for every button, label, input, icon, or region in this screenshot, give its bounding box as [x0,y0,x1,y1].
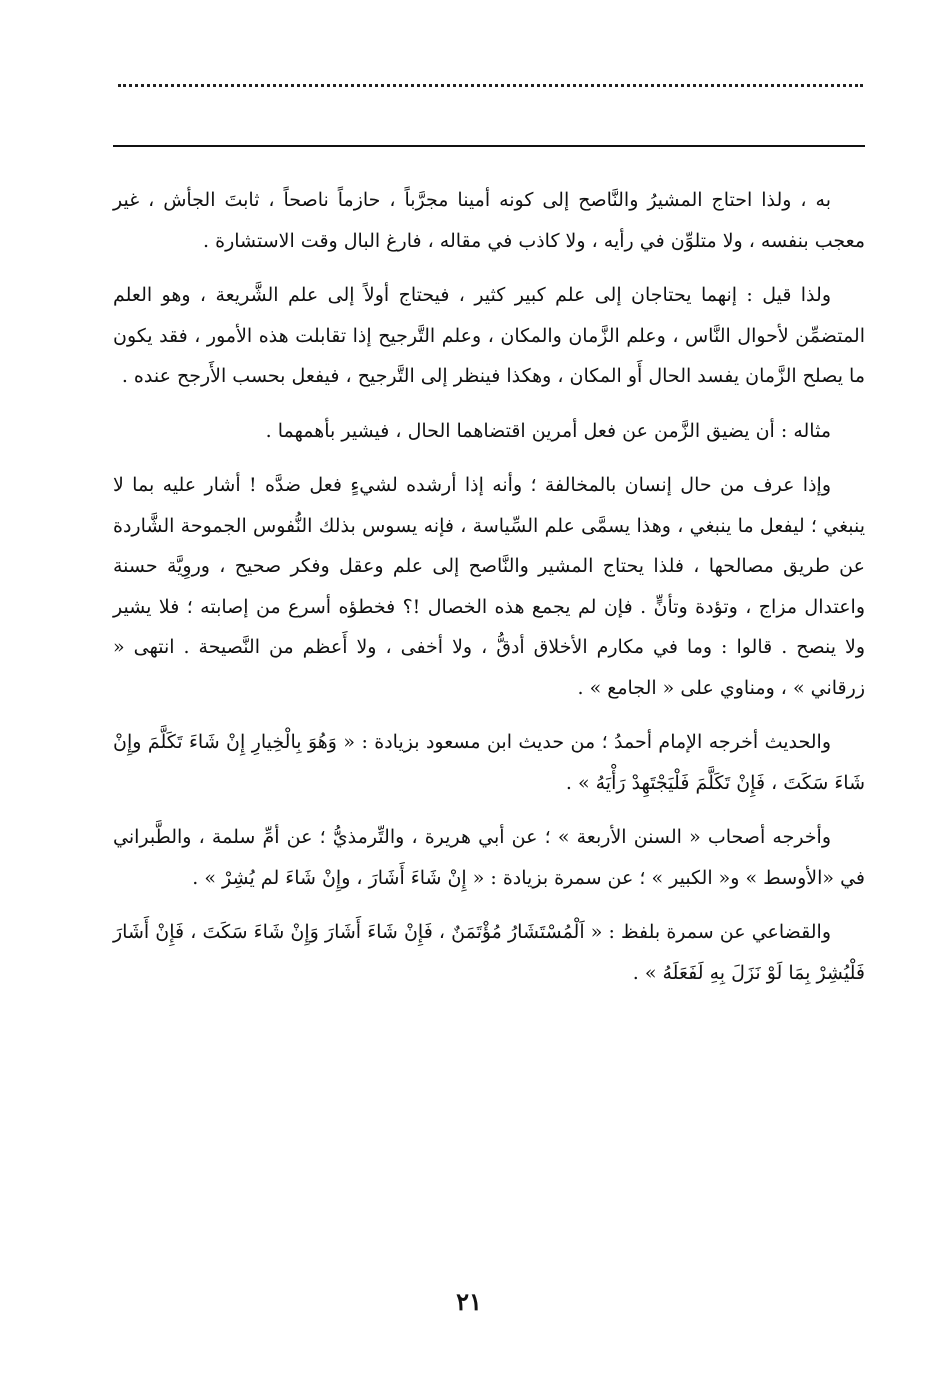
page-body [113,180,865,1007]
paragraph: وأخرجه أصحاب « السنن الأربعة » ؛ عن أبي هريرة ، والتِّرمذيُّ ؛ عن أمِّ سلمة ، والطَّبراني في «الأوسط » و« الكبير » ؛ عن سمرة بزيادة : « إِنْ شَاءَ أَشَارَ ، وإِنْ شَاءَ لم يُشِرْ » . [113,826,865,889]
header-dotted-line [118,84,863,98]
paragraph: والحديث أخرجه الإمام أحمدُ ؛ من حديث ابن مسعود بزيادة : « وَهُوَ بِالْخِيارِ إِنْ شَاءَ تَكَلَّمَ وإِنْ شَاءَ سَكَتَ ، فَإِنْ تَكَلَّمَ فَلْيَجْتَهِدْ رَأْيَهُ » . [113,731,865,794]
page-number: ٢١ [456,1287,482,1316]
paragraph: ولذا قيل : إنهما يحتاجان إلى علم كبير كثير ، فيحتاج أولاً إلى علم الشَّريعة ، وهو العلم المتضمِّن لأحوال النَّاس ، وعلم الزَّمان والمكان ، وعلم التَّرجيح إذا تقابلت هذه الأمور ، فقد يكون ما يصلح الزَّمان يفسد الحال أَو المكان ، وهكذا فينظر إلى التَّرجيح ، فيفعل بحسب الأَرجح عنده . [113,284,865,387]
paragraph: مثاله : أن يضيق الزَّمن عن فعل أمرين اقتضاهما الحال ، فيشير بأهمهما . [265,419,831,442]
paragraph: والقضاعي عن سمرة بلفظ : « اَلْمُسْتَشَارُ مُؤْتَمَنٌ ، فَإِنْ شَاءَ أَشَارَ وَإِنْ شَاءَ سَكَتَ ، فَإِنْ أَشَارَ فَلْيُشِرْ بِمَا لَوْ نَزَلَ بِهِ لَفَعَلَهُ » . [113,921,865,984]
paragraph: به ، ولذا احتاج المشيرُ والنَّاصح إلى كونه أمينا مجرَّباً ، حازماً ناصحاً ، ثابتَ الجأش ، غير معجب بنفسه ، ولا متلوِّن في رأيه ، ولا كاذب في مقاله ، فارغ البال وقت الاستشارة . [113,189,865,252]
header-rule [113,145,865,147]
paragraph: وإذا عرف من حال إنسان بالمخالفة ؛ وأنه إذا أرشده لشيءٍ فعل ضدَّه ! أشار عليه بما لا ينبغي ؛ ليفعل ما ينبغي ، وهذا يسمَّى علم السِّياسة ، فإنه يسوس بذلك النُّفوس الجموحة الشَّاردة عن طريق مصالحها ، فلذا يحتاج المشير والنَّاصح إلى علم وعقل وفكر صحيح ، وروِيَّة حسنة واعتدال مزاج ، وتؤدة وتأنٍّ . فإن لم يجمع هذه الخصال !؟ فخطؤه أسرع من إصابته ؛ فلا يشير ولا ينصح . قالوا : وما في مكارم الأخلاق أدقُّ ، ولا أخفى ، ولا أَعظم من النَّصيحة . انتهى « زرقاني » ، ومناوي على « الجامع » . [113,474,866,699]
